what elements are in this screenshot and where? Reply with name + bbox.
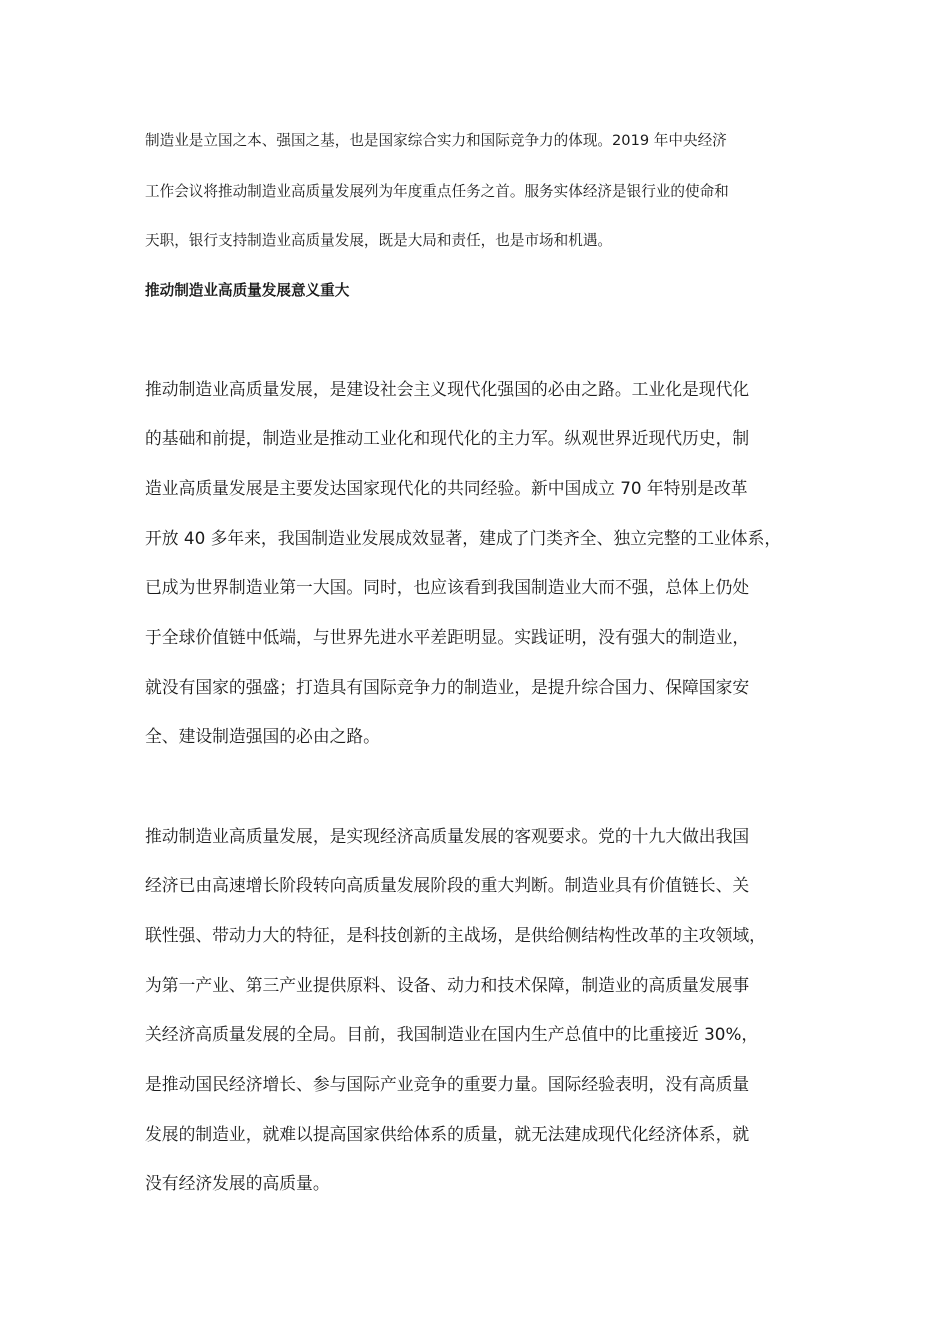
paragraph-line: 已成为世界制造业第一大国。同时，也应该看到我国制造业大而不强，总体上仍处 — [145, 577, 750, 597]
intro-line: 制造业是立国之本、强国之基，也是国家综合实力和国际竞争力的体现。2019 年中央经济 — [145, 132, 727, 149]
paragraph-line: 为第一产业、第三产业提供原料、设备、动力和技术保障，制造业的高质量发展事 — [145, 975, 750, 995]
paragraph-line: 造业高质量发展是主要发达国家现代化的共同经验。新中国成立 70 年特别是改革 — [145, 478, 748, 498]
paragraph-line: 推动制造业高质量发展，是建设社会主义现代化强国的必由之路。工业化是现代化 — [145, 379, 750, 399]
intro-line: 工作会议将推动制造业高质量发展列为年度重点任务之首。服务实体经济是银行业的使命和 — [145, 183, 729, 200]
paragraph-line: 开放 40 多年来，我国制造业发展成效显著，建成了门类齐全、独立完整的工业体系， — [145, 528, 782, 548]
section-heading: 推动制造业高质量发展意义重大 — [145, 282, 350, 299]
paragraph-line: 于全球价值链中低端，与世界先进水平差距明显。实践证明，没有强大的制造业， — [145, 627, 750, 647]
paragraph-line: 推动制造业高质量发展，是实现经济高质量发展的客观要求。党的十九大做出我国 — [145, 826, 750, 846]
paragraph-line: 联性强、带动力大的特征，是科技创新的主战场，是供给侧结构性改革的主攻领域， — [145, 925, 766, 945]
paragraph-line: 的基础和前提，制造业是推动工业化和现代化的主力军。纵观世界近现代历史，制 — [145, 428, 750, 448]
intro-line: 天职，银行支持制造业高质量发展，既是大局和责任，也是市场和机遇。 — [145, 232, 613, 249]
paragraph-line: 就没有国家的强盛；打造具有国际竞争力的制造业，是提升综合国力、保障国家安 — [145, 677, 750, 697]
paragraph-line: 发展的制造业，就难以提高国家供给体系的质量，就无法建成现代化经济体系，就 — [145, 1124, 750, 1144]
paragraph-line: 没有经济发展的高质量。 — [145, 1173, 330, 1193]
paragraph-line: 是推动国民经济增长、参与国际产业竞争的重要力量。国际经验表明，没有高质量 — [145, 1074, 750, 1094]
paragraph-line: 经济已由高速增长阶段转向高质量发展阶段的重大判断。制造业具有价值链长、关 — [145, 875, 750, 895]
paragraph-line: 关经济高质量发展的全局。目前，我国制造业在国内生产总值中的比重接近 30%， — [145, 1024, 759, 1044]
paragraph-line: 全、建设制造强国的必由之路。 — [145, 726, 380, 746]
